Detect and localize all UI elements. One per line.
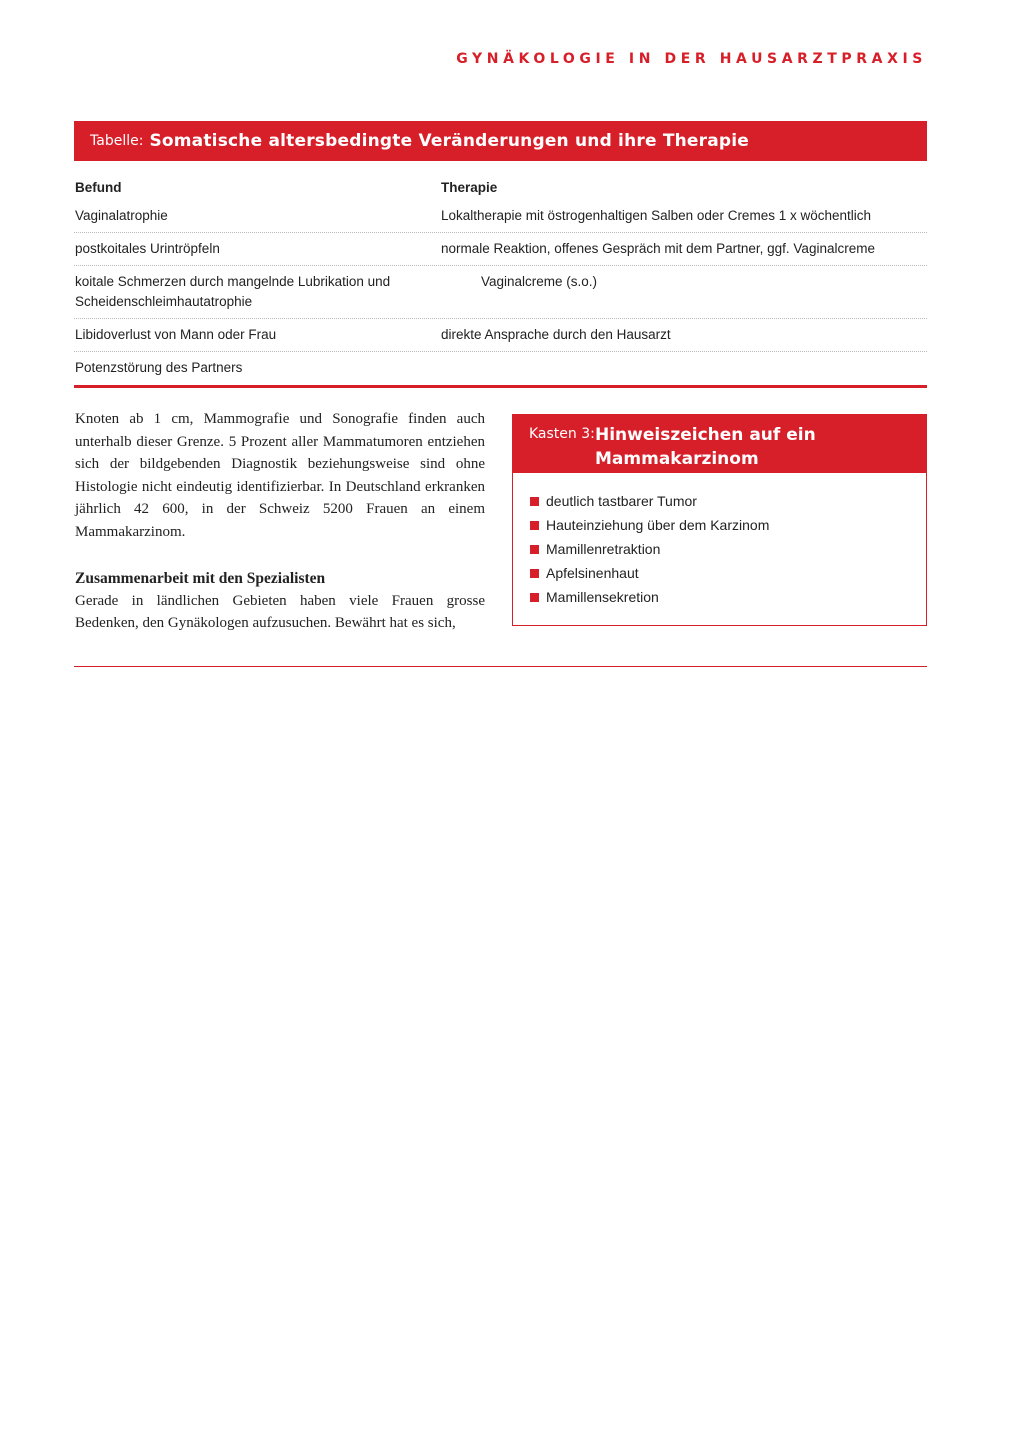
info-box-title: Hinweiszeichen auf ein Mammakarzinom (595, 425, 816, 469)
list-item-label: Mamillensekretion (546, 589, 659, 605)
table-cell-therapie: Vaginalcreme (s.o.) (481, 274, 598, 289)
table-cell-therapie: direkte Ansprache durch den Hausarzt (441, 327, 671, 342)
bottom-divider (74, 666, 927, 667)
table-title: Somatische altersbedingte Veränderungen und ihre Therapie (149, 131, 750, 151)
table-row (74, 200, 927, 233)
table-cell-befund: Libidoverlust von Mann oder Frau (75, 327, 277, 342)
column-header-befund: Befund (75, 180, 122, 195)
table-prefix: Tabelle: (90, 133, 144, 149)
bullet-square-icon (530, 497, 539, 506)
table-row (74, 233, 927, 266)
info-box-header (513, 415, 926, 473)
table-header-row (74, 174, 927, 200)
table-cell-befund: Potenzstörung des Partners (75, 360, 243, 375)
running-head: GYNÄKOLOGIE IN DER HAUSARZTPRAXIS (456, 51, 927, 67)
body-paragraph: Knoten ab 1 cm, Mammografie und Sonografie finden auch unterhalb dieser Grenze. 5 Prozent aller Mammatumoren entziehen sich der bildgebenden Diagnostik beziehungsweise sind ohne Histologie nicht eindeutig identifizierbar. In Deutschland erkranken jährlich 42 600, in der Schweiz 5200 Frauen an einem Mammakarzinom. (75, 411, 485, 540)
table-row (74, 319, 927, 352)
info-box-list (513, 489, 926, 609)
list-item (530, 561, 926, 585)
table-cell-therapie (441, 358, 927, 378)
body-paragraph: Gerade in ländlichen Gebieten haben viele Frauen grosse Bedenken, den Gynäkologen aufzusuchen. Bewährt hat es sich, (75, 592, 485, 632)
table-row (74, 266, 927, 319)
info-box-prefix: Kasten 3: (529, 426, 595, 442)
list-item (530, 585, 926, 609)
info-box (512, 414, 927, 626)
list-item (530, 537, 926, 561)
table-header (74, 121, 927, 161)
body-text-column (75, 408, 485, 635)
list-item-label: deutlich tastbarer Tumor (546, 493, 697, 509)
bullet-square-icon (530, 569, 539, 578)
list-item-label: Hauteinziehung über dem Karzinom (546, 517, 770, 533)
list-item-label: Apfelsinenhaut (546, 565, 639, 581)
table-cell-therapie: Lokaltherapie mit östrogenhaltigen Salben oder Cremes 1 x wöchentlich (441, 208, 871, 223)
list-item (530, 489, 926, 513)
column-header-therapie: Therapie (441, 180, 498, 195)
table-cell-therapie: normale Reaktion, offenes Gespräch mit dem Partner, ggf. Vaginalcreme (441, 241, 875, 256)
table-cell-befund: koitale Schmerzen durch mangelnde Lubrikation und Scheidenschleimhautatrophie (75, 274, 391, 309)
list-item-label: Mamillenretraktion (546, 541, 661, 557)
section-heading: Zusammenarbeit mit den Spezialisten (75, 569, 326, 587)
table-cell-befund: postkoitales Urintröpfeln (75, 241, 220, 256)
list-item (530, 513, 926, 537)
table-cell-befund: Vaginalatrophie (75, 208, 168, 223)
bullet-square-icon (530, 545, 539, 554)
bullet-square-icon (530, 521, 539, 530)
findings-table (74, 174, 927, 388)
bullet-square-icon (530, 593, 539, 602)
table-row (74, 352, 927, 388)
